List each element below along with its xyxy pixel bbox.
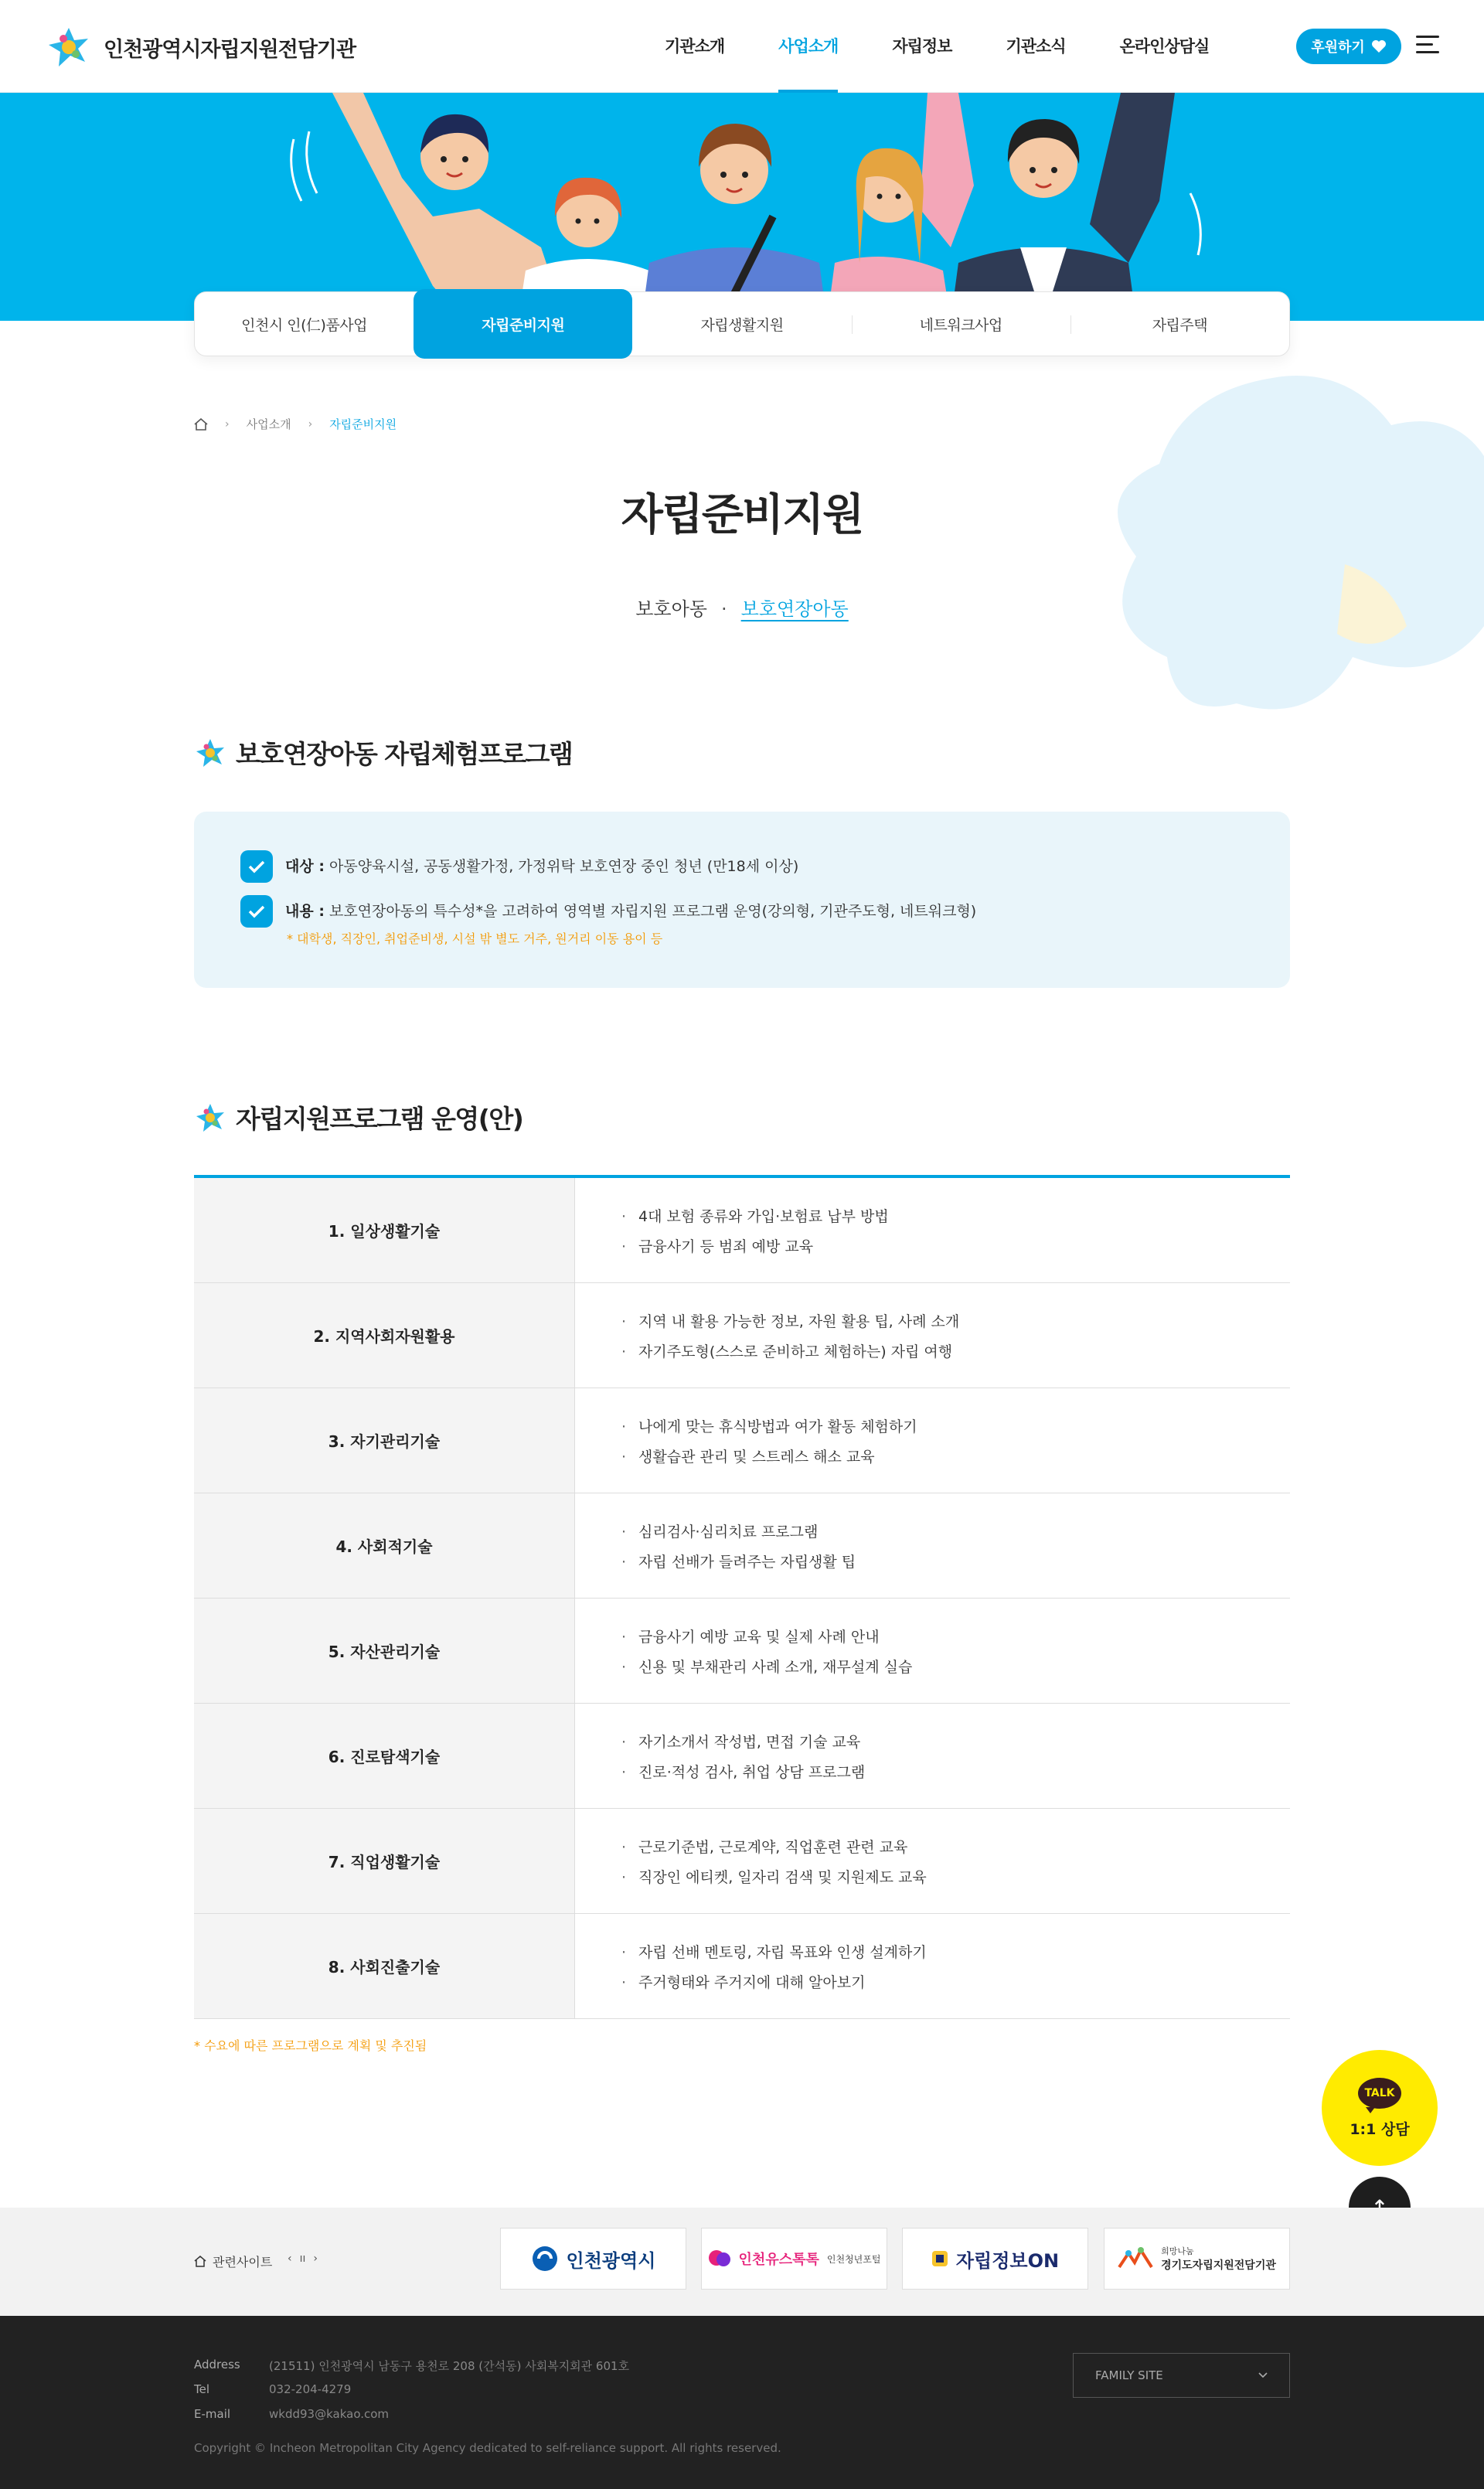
nav-item-business[interactable]: 사업소개 bbox=[778, 0, 838, 93]
program-name: 5. 자산관리기술 bbox=[194, 1599, 575, 1703]
kakao-talk-icon: TALK bbox=[1358, 2078, 1401, 2109]
program-items bbox=[575, 1809, 1290, 1913]
program-table bbox=[194, 1175, 1290, 2019]
program-name: 6. 진로탐색기술 bbox=[194, 1704, 575, 1808]
program-item: · 근로기준법, 근로계약, 직업훈련 관련 교육 bbox=[621, 1836, 1290, 1857]
donate-label: 후원하기 bbox=[1311, 39, 1365, 56]
email-value[interactable]: wkdd93@kakao.com bbox=[269, 2407, 390, 2421]
breadcrumb bbox=[194, 416, 397, 432]
hero-banner bbox=[0, 93, 1484, 321]
program-items bbox=[575, 1914, 1290, 2018]
program-item: · 주거형태와 주거지에 대해 알아보기 bbox=[621, 1971, 1290, 1992]
program-name: 3. 자기관리기술 bbox=[194, 1388, 575, 1493]
main-nav bbox=[665, 0, 1263, 93]
gyeonggi-logo-icon bbox=[1118, 2247, 1153, 2270]
hamburger-menu-icon[interactable] bbox=[1416, 36, 1439, 56]
program-item: · 신용 및 부채관리 사례 소개, 재무설계 실습 bbox=[621, 1656, 1290, 1677]
address-value: (21511) 인천광역시 남동구 용천로 208 (간석동) 사회복지회관 601호 bbox=[269, 2359, 630, 2373]
family-site-select[interactable] bbox=[1073, 2353, 1290, 2398]
chevron-right-icon: › bbox=[225, 417, 230, 431]
program-name: 8. 사회진출기술 bbox=[194, 1914, 575, 2018]
footer-email bbox=[194, 2407, 389, 2421]
program-item: · 심리검사·심리치료 프로그램 bbox=[621, 1520, 1290, 1541]
program-name: 7. 직업생활기술 bbox=[194, 1809, 575, 1913]
next-icon[interactable]: › bbox=[313, 2252, 318, 2265]
program-items bbox=[575, 1599, 1290, 1703]
kakao-label: 1:1 상담 bbox=[1350, 2120, 1410, 2138]
tel-value: 032-204-4279 bbox=[269, 2382, 352, 2396]
sub-tabs bbox=[194, 291, 1290, 356]
program-items bbox=[575, 1178, 1290, 1282]
heart-icon bbox=[1371, 39, 1387, 53]
subtab-life-support[interactable]: 자립생활지원 bbox=[700, 316, 784, 334]
program-item: · 자기소개서 작성법, 면접 기술 교육 bbox=[621, 1731, 1290, 1752]
table-row bbox=[194, 1178, 1290, 1283]
family-site-label: FAMILY SITE bbox=[1095, 2368, 1163, 2382]
nav-item-news[interactable]: 기관소식 bbox=[1006, 37, 1066, 56]
related-controls bbox=[288, 2252, 318, 2265]
program-item: · 생활습관 관리 및 스트레스 해소 교육 bbox=[621, 1445, 1290, 1466]
subtab-network[interactable]: 네트워크사업 bbox=[852, 292, 1070, 356]
banner-jarip-info[interactable] bbox=[902, 2228, 1088, 2290]
info-box bbox=[194, 812, 1290, 988]
email-label: E-mail bbox=[194, 2407, 231, 2421]
table-row bbox=[194, 1599, 1290, 1704]
banner-incheon[interactable] bbox=[500, 2228, 686, 2290]
related-label bbox=[194, 2252, 272, 2270]
program-name: 1. 일상생활기술 bbox=[194, 1178, 575, 1282]
site-footer bbox=[0, 2316, 1484, 2489]
program-item: · 금융사기 예방 교육 및 실제 사례 안내 bbox=[621, 1626, 1290, 1646]
jarip-logo-icon bbox=[931, 2250, 948, 2267]
pause-icon[interactable]: ıı bbox=[299, 2252, 306, 2265]
prev-icon[interactable]: ‹ bbox=[288, 2252, 292, 2265]
banner-youth-talk[interactable] bbox=[701, 2228, 887, 2290]
site-logo[interactable] bbox=[45, 23, 356, 71]
banner-gyeonggi[interactable] bbox=[1104, 2228, 1290, 2290]
logo-text: 인천광역시자립지원전담기관 bbox=[104, 37, 356, 62]
incheon-logo-icon bbox=[531, 2245, 559, 2273]
content-text: 보호연장아동의 특수성*을 고려하여 영역별 자립지원 프로그램 운영(강의형, 기관주도형, 네트워크형) bbox=[328, 903, 977, 920]
program-name: 4. 사회적기술 bbox=[194, 1493, 575, 1598]
program-item: · 직장인 에티켓, 일자리 검색 및 지원제도 교육 bbox=[621, 1866, 1290, 1887]
section-title-text: 보호연장아동 자립체험프로그램 bbox=[236, 739, 573, 769]
section-bullet-icon bbox=[194, 737, 226, 769]
nav-item-about[interactable]: 기관소개 bbox=[665, 37, 725, 56]
program-item: · 자립 선배가 들려주는 자립생활 팁 bbox=[621, 1551, 1290, 1571]
site-header bbox=[0, 0, 1484, 93]
tab-protected-child[interactable]: 보호아동 bbox=[635, 598, 707, 620]
speech-bubble-icon bbox=[708, 2249, 731, 2269]
related-label-text: 관련사이트 bbox=[213, 2255, 273, 2269]
program-item: · 금융사기 등 범죄 예방 교육 bbox=[621, 1235, 1290, 1256]
program-items bbox=[575, 1493, 1290, 1598]
kakao-chat-button[interactable] bbox=[1322, 2050, 1438, 2166]
banner-jarip-info-label: 자립정보ON bbox=[955, 2249, 1060, 2272]
chevron-down-icon bbox=[1258, 2372, 1268, 2378]
table-note: * 수요에 따른 프로그램으로 계획 및 추진됨 bbox=[194, 2038, 427, 2053]
target-text: 아동양육시설, 공동생활가정, 가정위탁 보호연장 중인 청년 (만18세 이상) bbox=[328, 858, 799, 875]
section-bullet-icon bbox=[194, 1101, 226, 1134]
home-icon bbox=[194, 2256, 206, 2267]
program-item: · 자기주도형(스스로 준비하고 체험하는) 자립 여행 bbox=[621, 1340, 1290, 1361]
subtab-prep-support[interactable]: 자립준비지원 bbox=[414, 289, 632, 359]
related-sites bbox=[0, 2208, 1484, 2316]
section-title-experience bbox=[194, 734, 572, 771]
chevron-right-icon: › bbox=[308, 417, 313, 431]
check-icon bbox=[240, 895, 273, 928]
table-row bbox=[194, 1809, 1290, 1914]
subtab-inpum[interactable]: 인천시 인(仁)품사업 bbox=[241, 316, 368, 334]
page-title: 자립준비지원 bbox=[621, 490, 863, 540]
copyright: Copyright © Incheon Metropolitan City Agency dedicated to self-reliance support. All rights reserved. bbox=[194, 2441, 781, 2455]
banner-gyeonggi-sub: 희망나눔 bbox=[1161, 2246, 1194, 2256]
content-row bbox=[240, 900, 976, 928]
target-tabs: 보호아동 · 보호연장아동 bbox=[635, 598, 849, 620]
table-row bbox=[194, 1283, 1290, 1388]
target-label: 대상 : bbox=[285, 858, 325, 875]
program-item: · 4대 보험 종류와 가입·보험료 납부 방법 bbox=[621, 1205, 1290, 1226]
background-decoration bbox=[989, 363, 1484, 734]
nav-item-info[interactable]: 자립정보 bbox=[892, 37, 952, 56]
info-note: * 대학생, 직장인, 취업준비생, 시설 밖 별도 거주, 원거리 이동 용이 등 bbox=[287, 931, 663, 946]
program-item: · 자립 선배 멘토링, 자립 목표와 인생 설계하기 bbox=[621, 1941, 1290, 1962]
program-items bbox=[575, 1704, 1290, 1808]
program-item: · 진로·적성 검사, 취업 상담 프로그램 bbox=[621, 1761, 1290, 1782]
program-item: · 나에게 맞는 휴식방법과 여가 활동 체험하기 bbox=[621, 1415, 1290, 1436]
program-item: · 지역 내 활용 가능한 정보, 자원 활용 팁, 사례 소개 bbox=[621, 1310, 1290, 1331]
section-title-text: 자립지원프로그램 운영(안) bbox=[236, 1104, 523, 1134]
program-items bbox=[575, 1388, 1290, 1493]
breadcrumb-current: 자립준비지원 bbox=[329, 417, 397, 431]
home-icon[interactable] bbox=[194, 418, 208, 431]
tel-label: Tel bbox=[194, 2382, 210, 2396]
subtab-housing[interactable]: 자립주택 bbox=[1070, 292, 1289, 356]
banner-youth-talk-label: 인천유스톡톡 bbox=[738, 2252, 819, 2268]
content-label: 내용 : bbox=[285, 903, 325, 920]
table-row bbox=[194, 1914, 1290, 2019]
hero-illustration bbox=[0, 93, 1484, 321]
banner-gyeonggi-label: 경기도자립지원전담기관 bbox=[1161, 2259, 1276, 2272]
check-icon bbox=[240, 850, 273, 883]
target-row bbox=[240, 855, 798, 883]
tab-extended-child[interactable]: 보호연장아동 bbox=[740, 598, 849, 620]
table-row bbox=[194, 1704, 1290, 1809]
table-row bbox=[194, 1388, 1290, 1493]
address-label: Address bbox=[194, 2358, 240, 2372]
footer-tel bbox=[194, 2382, 351, 2396]
logo-icon bbox=[45, 23, 93, 71]
table-row bbox=[194, 1493, 1290, 1599]
footer-address bbox=[194, 2358, 629, 2374]
program-items bbox=[575, 1283, 1290, 1388]
donate-button[interactable] bbox=[1296, 29, 1401, 64]
section-title-program bbox=[194, 1099, 522, 1136]
breadcrumb-level1[interactable]: 사업소개 bbox=[246, 417, 291, 431]
program-name: 2. 지역사회자원활용 bbox=[194, 1283, 575, 1388]
banner-incheon-label: 인천광역시 bbox=[566, 2249, 656, 2272]
nav-item-counsel[interactable]: 온라인상담실 bbox=[1119, 37, 1210, 56]
banner-youth-portal-label: 인천청년포털 bbox=[826, 2253, 881, 2265]
